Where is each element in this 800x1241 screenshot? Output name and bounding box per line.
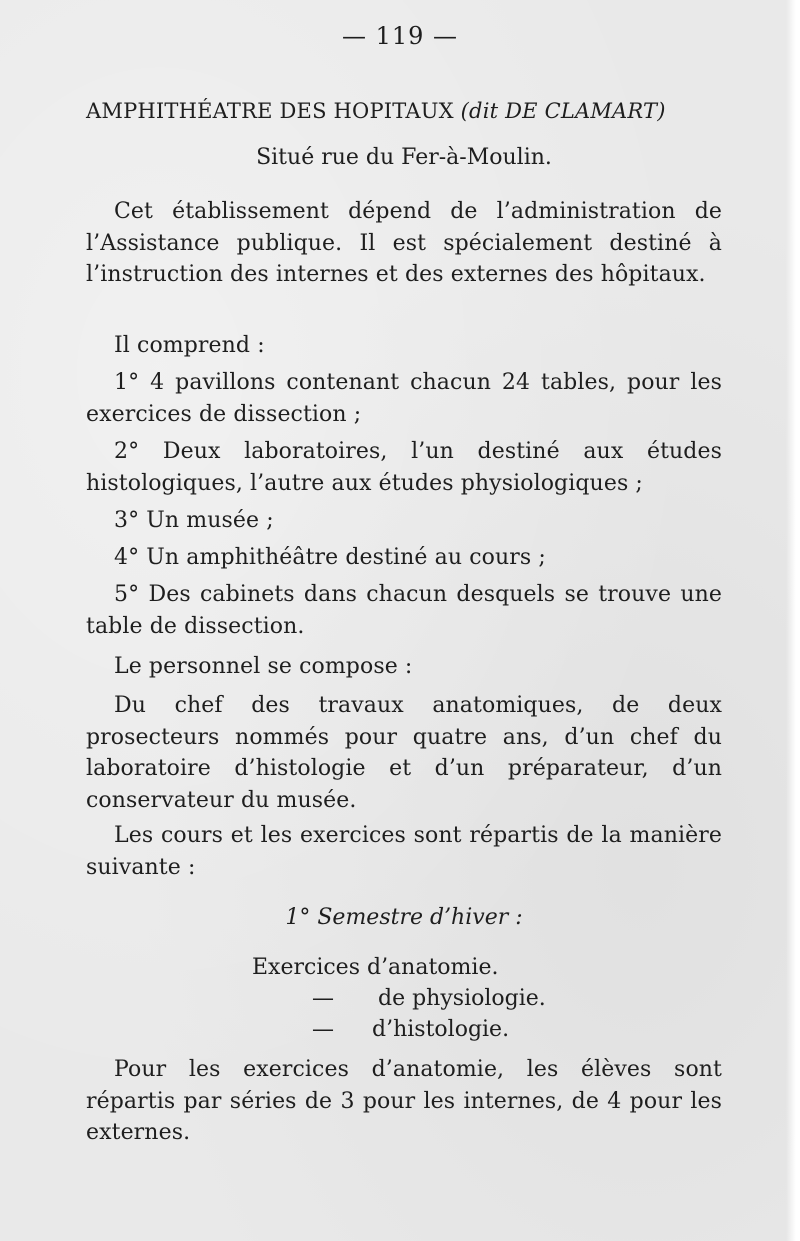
- ditto-dash: —: [312, 986, 334, 1011]
- section-title: [86, 96, 722, 126]
- list-item-4: 4° Un amphithéâtre destiné au cours ;: [114, 545, 546, 570]
- ditto-dash: —: [312, 1017, 334, 1042]
- paragraph-personnel-intro: Le personnel se compose :: [114, 654, 413, 679]
- section-subtitle: Situé rue du Fer-à-Moulin.: [256, 145, 552, 170]
- list-item-1: 1° 4 pavillons contenant chacun 24 tables, pour les exercices de dissection ;: [86, 370, 722, 427]
- section-title-italic: (dit DE CLAMART): [460, 99, 666, 123]
- exercise-line-histologie: d’histologie.: [372, 1017, 510, 1042]
- page-edge: [786, 0, 800, 1241]
- paragraph-comprend: Il comprend :: [114, 333, 265, 358]
- semester-heading: 1° Semestre d’hiver :: [285, 905, 523, 930]
- list-item-5: 5° Des cabinets dans chacun desquels se trouve une table de dissection.: [86, 582, 722, 639]
- paragraph-personnel: Du chef des travaux anatomiques, de deux prosecteurs nommés pour quatre ans, d’un chef du laboratoire d’histologie et d’un préparateur, d’un conservateur du musée.: [86, 693, 722, 813]
- paragraph-intro: Cet établissement dépend de l’administration de l’Assistance publique. Il est spécialement destiné à l’instruction des internes et des externes des hôpitaux.: [86, 199, 722, 287]
- paragraph-series: Pour les exercices d’anatomie, les élèves sont répartis par séries de 3 pour les internes, de 4 pour les externes.: [86, 1057, 722, 1145]
- list-item-3: 3° Un musée ;: [114, 508, 274, 533]
- exercise-line-anatomie: Exercices d’anatomie.: [252, 955, 499, 980]
- list-item-2: 2° Deux laboratoires, l’un destiné aux études histologiques, l’autre aux études physiologiques ;: [86, 439, 722, 496]
- page-number: — 119 —: [341, 22, 459, 50]
- section-title-main: AMPHITHÉATRE DES HOPITAUX: [86, 99, 454, 123]
- paragraph-cours: Les cours et les exercices sont répartis de la manière suivante :: [86, 823, 722, 880]
- exercise-line-physiologie: de physiologie.: [378, 986, 546, 1011]
